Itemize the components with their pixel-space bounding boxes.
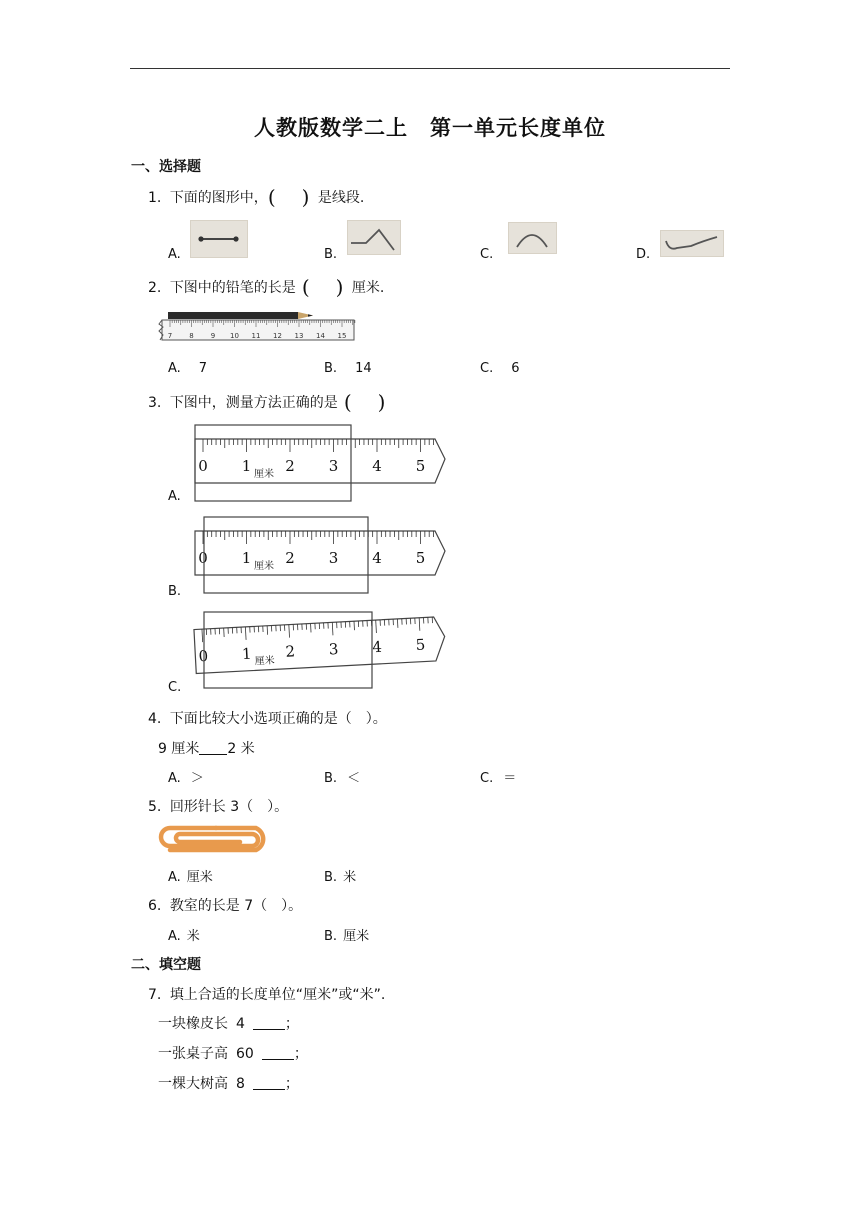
option-value: 米: [343, 870, 357, 885]
ruler-number: 5: [415, 457, 426, 475]
item-end: ；: [293, 1046, 308, 1062]
paren-open: (: [343, 390, 352, 414]
paren-close: ): [335, 275, 344, 299]
answer-blank[interactable]: [253, 1015, 285, 1030]
question-text: 教室的长是 7（ ）。: [169, 898, 303, 914]
compare-left: 9 厘米: [158, 741, 200, 757]
question-6: [148, 895, 302, 915]
q1-option-a-label[interactable]: A.: [168, 247, 181, 262]
option-label: B.: [324, 361, 338, 376]
question-text: 填上合适的长度单位“厘米”或“米”.: [169, 987, 386, 1003]
ruler-unit: 厘米: [254, 561, 274, 572]
option-label: B.: [324, 870, 338, 885]
item-value: 8: [236, 1076, 245, 1092]
question-number: 6.: [148, 898, 162, 914]
question-5: [148, 796, 288, 816]
question-text: 下图中的铅笔的长是: [169, 280, 296, 296]
option-label: A.: [168, 361, 181, 376]
ruler-number: 12: [273, 332, 282, 340]
question-text-end: 厘米.: [351, 280, 385, 296]
q2-option-b[interactable]: [324, 361, 372, 376]
q1-option-c-image[interactable]: [508, 222, 557, 254]
answer-blank[interactable]: [253, 1075, 285, 1090]
ruler-number: 0: [198, 646, 209, 666]
item-value: 60: [236, 1046, 254, 1062]
option-value: ＜: [347, 771, 361, 786]
compare-blank[interactable]: [199, 740, 227, 755]
q6-option-b[interactable]: [324, 925, 369, 944]
ruler-unit: 厘米: [254, 655, 276, 668]
paren-close: ): [301, 185, 310, 209]
ruler-number: 7: [167, 332, 173, 340]
item-text: 一张桌子高: [158, 1046, 228, 1062]
paren-open: (: [267, 185, 276, 209]
question-number: 2.: [148, 280, 162, 296]
option-value: ＝: [503, 771, 517, 786]
ruler-number: 4: [372, 549, 382, 567]
q1-option-b-image[interactable]: [347, 220, 401, 255]
option-value: 7: [198, 361, 208, 376]
q6-option-a[interactable]: [168, 925, 200, 944]
option-label: C.: [480, 361, 494, 376]
ruler-number: 8: [189, 332, 194, 340]
q3-option-c-label[interactable]: C.: [168, 680, 182, 695]
option-value: 6: [511, 361, 520, 376]
item-end: ；: [284, 1076, 299, 1092]
header-rule: [130, 68, 730, 69]
q2-pencil-ruler-image: [158, 308, 358, 344]
ruler-number: 4: [371, 637, 383, 657]
q3-option-c-image[interactable]: [190, 606, 452, 690]
compare-right: 2 米: [227, 741, 255, 757]
q3-option-a-label[interactable]: A.: [168, 489, 181, 504]
question-2: [148, 275, 384, 299]
q3-option-b-label[interactable]: B.: [168, 584, 182, 599]
q3-option-a-image[interactable]: [190, 422, 450, 504]
ruler-number: 0: [198, 549, 208, 567]
question-4: [148, 708, 387, 728]
question-text: 下面比较大小选项正确的是（ ）。: [169, 711, 387, 727]
option-value: 厘米: [186, 870, 213, 885]
item-end: ；: [284, 1016, 299, 1032]
q1-option-b-label[interactable]: B.: [324, 247, 338, 262]
option-label: A.: [168, 929, 181, 944]
question-7: [148, 984, 385, 1004]
option-label: A.: [168, 771, 181, 786]
q2-option-a[interactable]: [168, 361, 207, 376]
q4-comparison: [158, 738, 255, 758]
section-heading-choice: 一、选择题: [131, 159, 201, 175]
question-text: 回形针长 3（ ）。: [169, 799, 289, 815]
item-text: 一棵大树高: [158, 1076, 228, 1092]
pencil-body: [168, 312, 298, 319]
ruler-number: 5: [415, 635, 426, 654]
paren-close: ): [377, 390, 386, 414]
option-label: B.: [324, 929, 338, 944]
ruler-number: 2: [285, 642, 296, 661]
q2-option-c[interactable]: [480, 361, 520, 376]
ruler-number: 1: [241, 457, 252, 475]
paren-open: (: [301, 275, 310, 299]
ruler-number: 0: [198, 457, 208, 475]
question-number: 1.: [148, 190, 162, 206]
option-label: C.: [480, 771, 494, 786]
option-label: A.: [168, 870, 181, 885]
answer-blank[interactable]: [262, 1045, 294, 1060]
item-value: 4: [236, 1016, 245, 1032]
question-number: 7.: [148, 987, 162, 1003]
question-text-end: 是线段.: [317, 190, 365, 206]
paperclip-image: [156, 822, 270, 856]
ruler-number: 3: [328, 640, 339, 659]
ruler-number: 3: [328, 457, 339, 475]
q1-option-d-image[interactable]: [660, 230, 724, 257]
question-1: [148, 185, 364, 209]
question-number: 4.: [148, 711, 162, 727]
question-number: 5.: [148, 799, 162, 815]
q7-item-2: [158, 1043, 308, 1063]
ruler-number: 9: [210, 332, 216, 340]
q7-item-3: [158, 1073, 299, 1093]
ruler-number: 11: [251, 332, 261, 340]
q4-option-c[interactable]: [480, 767, 516, 786]
option-value: 厘米: [343, 929, 370, 944]
ruler-number: 1: [241, 644, 253, 664]
ruler-number: 14: [316, 332, 325, 340]
option-value: ＞: [190, 771, 204, 786]
q4-option-b[interactable]: [324, 767, 360, 786]
ruler-unit: 厘米: [254, 469, 274, 480]
question-3: [148, 390, 385, 414]
q7-item-1: [158, 1013, 299, 1033]
ruler-number: 5: [415, 549, 426, 567]
q1-option-a-image[interactable]: [190, 220, 248, 258]
option-value: 14: [355, 361, 372, 376]
page-title: 人教版数学二上 第一单元长度单位: [254, 116, 606, 140]
q4-option-a[interactable]: [168, 767, 204, 786]
ruler-number: 2: [285, 457, 295, 475]
question-text: 下面的图形中，: [169, 190, 268, 206]
ruler-number: 1: [241, 549, 252, 567]
question-text: 下图中，测量方法正确的是: [169, 395, 338, 411]
ruler-number: 4: [372, 457, 382, 475]
q5-option-a[interactable]: [168, 866, 213, 885]
ruler-number: 2: [285, 549, 295, 567]
ruler-number: 3: [328, 549, 339, 567]
ruler-number: 10: [230, 332, 239, 340]
q1-option-c-label[interactable]: C.: [480, 247, 494, 262]
item-text: 一块橡皮长: [158, 1016, 228, 1032]
question-number: 3.: [148, 395, 162, 411]
q5-option-b[interactable]: [324, 866, 356, 885]
q3-option-b-image[interactable]: [190, 514, 450, 596]
option-value: 米: [186, 929, 200, 944]
option-label: B.: [324, 771, 338, 786]
section-heading-fill: 二、填空题: [131, 957, 201, 973]
q1-option-d-label[interactable]: D.: [636, 247, 651, 262]
ruler-number: 15: [337, 332, 347, 340]
ruler-number: 13: [294, 332, 304, 340]
